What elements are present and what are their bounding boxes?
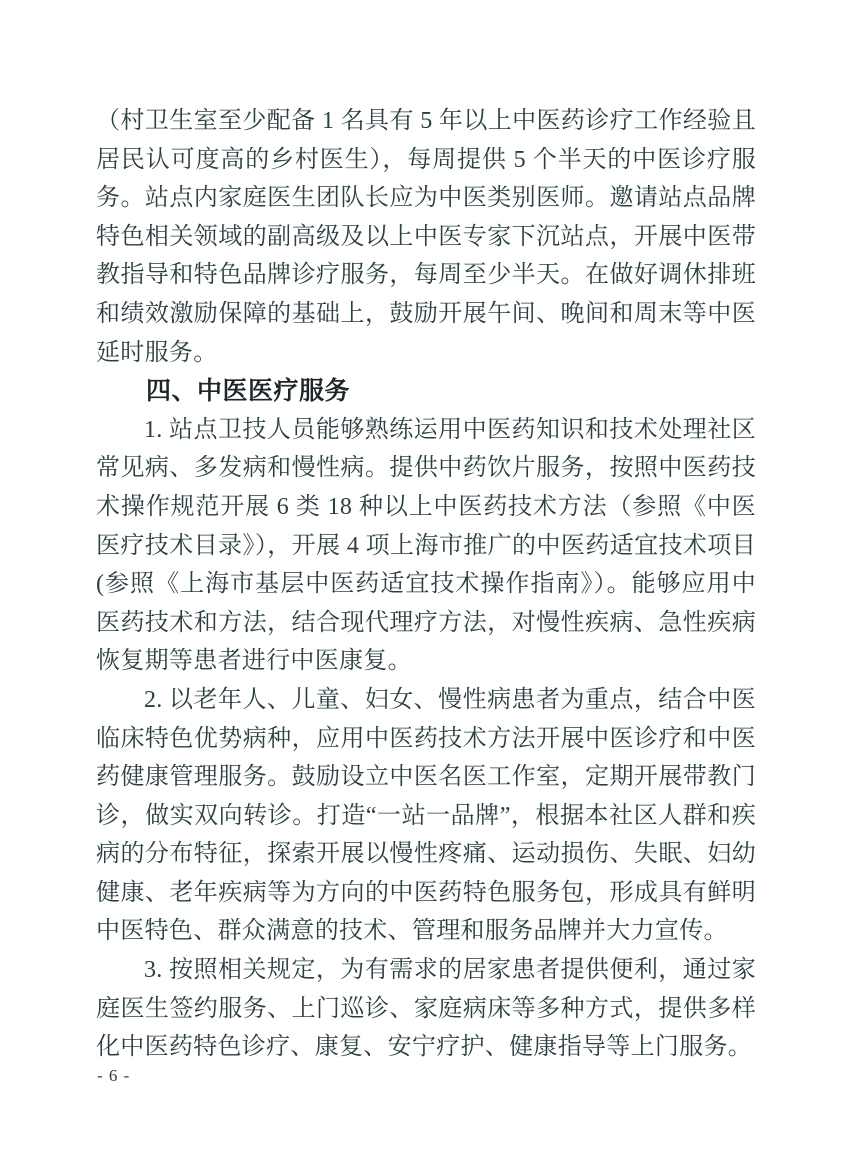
paragraph-continuation: （村卫生室至少配备 1 名具有 5 年以上中医药诊疗工作经验且居民认可度高的乡村医生），每周提供 5 个半天的中医诊疗服务。站点内家庭医生团队长应为中医类别医师。邀请站点品牌特色相关领域的副高级及以上中医专家下沉站点，开展中医带教指导和特色品牌诊疗服务，每周至少半天。在做好调休排班和绩效激励保障的基础上，鼓励开展午间、晚间和周末等中医延时服务。 (96, 108, 756, 366)
document-body (96, 102, 756, 1067)
paragraph-item-1: 1. 站点卫技人员能够熟练运用中医药知识和技术处理社区常见病、多发病和慢性病。提供中药饮片服务，按照中医药技术操作规范开展 6 类 18 种以上中医药技术方法（参照《中医医疗技术目录》），开展 4 项上海市推广的中医药适宜技术项目(参照《上海市基层中医药适宜技术操作指南》）。能够应用中医药技术和方法，结合现代理疗方法，对慢性疾病、急性疾病恢复期等患者进行中医康复。 (96, 416, 756, 675)
paragraph-item-2: 2. 以老年人、儿童、妇女、慢性病患者为重点，结合中医临床特色优势病种，应用中医药技术方法开展中医诊疗和中医药健康管理服务。鼓励设立中医名医工作室，定期开展带教门诊，做实双向转诊。打造“一站一品牌”，根据本社区人群和疾病的分布特征，探索开展以慢性疼痛、运动损伤、失眠、妇幼健康、老年疾病等为方向的中医药特色服务包，形成具有鲜明中医特色、群众满意的技术、管理和服务品牌并大力宣传。 (96, 686, 756, 945)
page-number: - 6 - (97, 1066, 131, 1085)
section-heading-4: 四、中医医疗服务 (146, 377, 351, 406)
paragraph-item-3: 3. 按照相关规定，为有需求的居家患者提供便利，通过家庭医生签约服务、上门巡诊、家庭病床等多种方式，提供多样化中医药特色诊疗、康复、安宁疗护、健康指导等上门服务。 (96, 957, 756, 1061)
